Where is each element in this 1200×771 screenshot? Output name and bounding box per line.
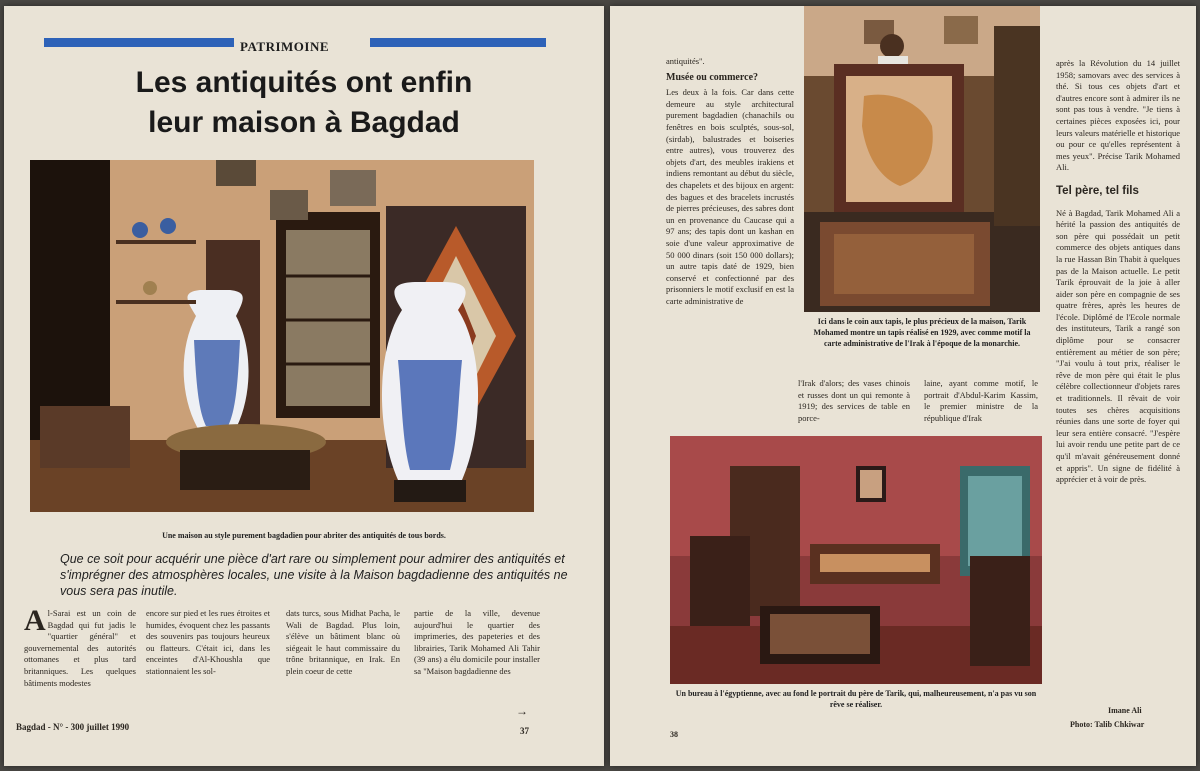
page-number-left: 37 [520, 726, 529, 736]
page-number-right: 38 [670, 730, 678, 739]
subheading-tel-pere: Tel père, tel fils [1056, 184, 1139, 197]
body-column-r1 [666, 56, 794, 307]
body-column-r4-top: après la Révolution du 14 juillet 1958; samovars avec des services à thé. Si tous ces objets d'art et d'autres encore sont à admirer ils ne sont pas tous à vendre. "Je tiens à certaines pièces exposées ici, pour leurs valeurs matérielle et historique ou pour ce qu'elles représentent à mes yeux". Précise Tarik Mohamed Ali. [1056, 58, 1180, 173]
body-column-r3: laine, ayant comme motif, le portrait d'Abdul-Karim Kassim, le premier ministre de la république d'Irak [924, 378, 1038, 423]
office-photo-caption: Un bureau à l'égyptienne, avec au fond le portrait du père de Tarik, qui, malheureusement, n'a pas vu son rêve se réaliser. [675, 689, 1037, 709]
body-column-r1-top: antiquités". [666, 56, 705, 66]
body-column-r2: l'Irak d'alors; des vases chinois et russes dont un qui remonte à 1919; des services de table en porce- [798, 378, 910, 423]
header-rule-right [370, 38, 546, 47]
subheading-musee: Musée ou commerce? [666, 71, 759, 83]
drop-cap: A [24, 604, 46, 637]
header-rule-left [44, 38, 234, 47]
body-column-3: dats turcs, sous Midhat Pacha, le Wali de Bagdad. Plus loin, s'élève un bâtiment blanc où siégeait le haut commissaire du trône britannique, en Irak. En plein coeur de cette [286, 608, 400, 676]
main-photo-antique-room [30, 160, 534, 512]
body-column-r4-bottom: Né à Bagdad, Tarik Mohamed Ali a hérité la passion des antiquités de son père qui possédait un petit commerce des objets antiques dans la rue Hassan Bin Thabit à quelques pas de la Maison actuelle. Le petit Tarik éprouvait de la joie à aller aider son père en compagnie de ses quatre frères, après les heures de l'école. Diplômé de l'Ecole normale des instituteurs, Tarik a rangé son diplôme pour se consacrer entièrement au métier de son père; "J'ai voulu à tout prix, réaliser le rêve de mon père qui était le plus célèbre collectionneur d'objets rares et traditionnels. Il rêvait de voir toutes ses chères acquisitions réunies dans une sorte de foyer qui leur sera entière consacré. "J'espère lui avoir rendu une petite part de ce qu'il m'avait généreusement donné et appris". Un signe de fidélité à apprécier et à voir de près. [1056, 207, 1180, 485]
continue-arrow-icon: → [516, 704, 528, 718]
lead-paragraph: Que ce soit pour acquérir une pièce d'art rare ou simplement pour admirer des antiquités et s'imprégner des atmosphères locales, une visite à la Maison bagdadienne des antiquités ne vous sera pas inutile. [60, 552, 568, 598]
headline-line-1: Les antiquités ont enfin [135, 66, 473, 99]
office-photo [670, 436, 1042, 684]
body-column-1-text: l-Sarai est un coin de Bagdad qui fut jadis le "quartier général" et gouvernemental des autorités ottomanes et plus tard britanniques. Les quelques bâtiments modestes [24, 608, 136, 688]
section-label: PATRIMOINE [240, 39, 330, 54]
body-column-4: partie de la ville, devenue aujourd'hui le quartier des imprimeries, des papeteries et des librairies, Tarik Mohamed Ali Tahir (39 ans) a élu domicile pour installer sa "Maison bagdadienne des [414, 608, 540, 676]
main-photo-caption: Une maison au style purement bagdadien pour abriter des antiquités de tous bords. [162, 531, 446, 540]
author-credit: Imane Ali [1108, 706, 1142, 715]
left-page [4, 6, 604, 766]
right-page [610, 6, 1196, 766]
body-column-1 [24, 604, 136, 689]
issue-footer: Bagdad - N° - 300 juillet 1990 [16, 722, 130, 732]
body-column-r4 [1056, 58, 1180, 486]
carpet-photo [804, 6, 1040, 312]
headline-line-2: leur maison à Bagdad [148, 106, 460, 139]
body-column-2: encore sur pied et les rues étroites et humides, évoquent chez les passants des souvenirs pas toujours heureux ou flatteurs. C'était ici, dans les enceintes d'Al-Khoushla que stationnaient les sol- [146, 608, 270, 676]
photo-credit: Photo: Talib Chkiwar [1070, 720, 1145, 729]
carpet-photo-caption: Ici dans le coin aux tapis, le plus précieux de la maison, Tarik Mohamed montre un tapis réalisé en 1929, avec comme motif la carte administrative de l'Irak à l'époque de la monarchie. [813, 317, 1031, 348]
body-column-r1-text: Les deux à la fois. Car dans cette demeure au style architectural purement bagdadien (chanachils ou fenêtres en bois sculptés, sous-sol, (sirdab), balustrades et boiseries entre autres), vous trouverez des objets d'art, des meubles irakiens et indiens remontant au début du siècle, des chapelets et des bijoux en argent: des bagues et des bracelets incrustés de pierres précieuses, des sabres dont un en provenance du Caucase qui a 97 ans; des tapis dont un kashan en soie d'une valeur approximative de 50 000 dinars (soit 150 000 dollars); un autre tapis daté de 1929, bien conservé et confectionné par des prisonniers le motif exclusif en est la carte administrative de [666, 87, 794, 306]
